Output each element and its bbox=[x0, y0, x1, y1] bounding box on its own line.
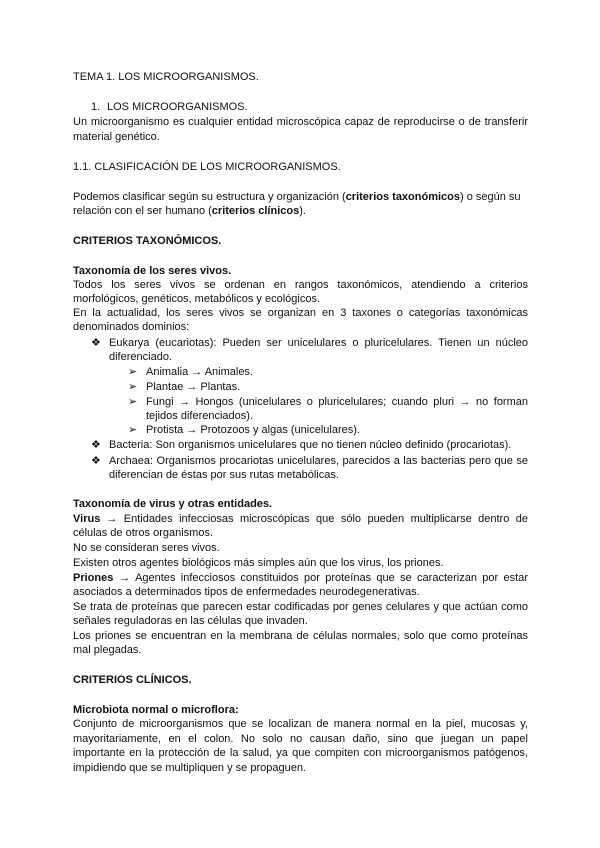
list-item: Plantae → Plantas. bbox=[146, 381, 241, 393]
paragraph-line: Se trata de proteínas que parecen estar codificadas por genes celulares y que actúan como bbox=[73, 601, 528, 613]
paragraph-line: Conjunto de microorganismos que se localizan de manera normal en la piel, mucosas y, bbox=[73, 718, 528, 730]
diamond-bullet-icon: ❖ bbox=[91, 455, 101, 467]
list-item: Fungi → Hongos (unicelulares o pluricelulares; cuando pluri → no forman bbox=[146, 396, 528, 408]
subheading: Taxonomía de virus y otras entidades. bbox=[73, 498, 273, 510]
paragraph-line: Existen otros agentes biológicos más simples aún que los virus, los priones. bbox=[73, 557, 444, 569]
paragraph-line: células de otros organismos. bbox=[73, 527, 214, 539]
paragraph-line: material genético. bbox=[73, 131, 160, 143]
paragraph-line: Todos los seres vivos se ordenan en rangos taxonómicos, atendiendo a criterios bbox=[73, 279, 528, 291]
paragraph-line: relación con el ser humano (criterios clínicos). bbox=[73, 205, 306, 217]
paragraph-line: denominados dominios: bbox=[73, 321, 190, 333]
list-item: tejidos diferenciados). bbox=[146, 410, 254, 422]
paragraph-line: mal plegadas. bbox=[73, 644, 142, 656]
subheading: Microbiota normal o microflora: bbox=[73, 704, 239, 716]
list-item: diferenciado. bbox=[109, 351, 172, 363]
section-heading: LOS MICROORGANISMOS. bbox=[107, 101, 248, 113]
paragraph-line: asociados a determinados tipos de enfermedades neurodegenerativas. bbox=[73, 586, 420, 598]
paragraph-line: impidiendo que se multipliquen y se propaguen. bbox=[73, 762, 306, 774]
arrow-bullet-icon: ➢ bbox=[128, 424, 138, 436]
paragraph-line: En la actualidad, los seres vivos se organizan en 3 taxones o categorías taxonómicas bbox=[73, 307, 528, 319]
list-item: diferencian de éstas por sus rutas metabólicas. bbox=[109, 469, 339, 481]
arrow-bullet-icon: ➢ bbox=[128, 381, 138, 393]
section-heading: CRITERIOS TAXONÓMICOS. bbox=[73, 235, 222, 247]
list-item: Protista → Protozoos y algas (unicelulares). bbox=[146, 424, 360, 436]
list-item: Animalia → Animales. bbox=[146, 366, 253, 378]
list-item: Bacteria: Son organismos unicelulares que no tienen núcleo definido (procariotas). bbox=[109, 439, 512, 451]
subheading: Taxonomía de los seres vivos. bbox=[73, 265, 232, 277]
paragraph-line: Un microorganismo es cualquier entidad microscópica capaz de reproducirse o de transferir bbox=[73, 116, 528, 128]
section-number: 1. bbox=[91, 101, 101, 113]
arrow-bullet-icon: ➢ bbox=[128, 396, 138, 408]
paragraph-line: señales reguladoras en las células que invaden. bbox=[73, 615, 308, 627]
arrow-bullet-icon: ➢ bbox=[128, 366, 138, 378]
paragraph-line: Virus → Entidades infecciosas microscópicas que sólo pueden multiplicarse dentro de bbox=[73, 513, 528, 525]
paragraph-line: mayoritariamente, en el colon. No solo no causan daño, sino que juegan un papel bbox=[73, 733, 528, 745]
paragraph-line: Priones → Agentes infecciosos constituidos por proteínas que se caracterizan por estar bbox=[73, 572, 528, 584]
subsection-heading: 1.1. CLASIFICACIÓN DE LOS MICROORGANISMOS. bbox=[73, 161, 341, 173]
paragraph-line: importante en la protección de la salud, ya que compiten con microorganismos patógenos, bbox=[73, 747, 528, 759]
paragraph-line: Podemos clasificar según su estructura y organización (criterios taxonómicos) o según su bbox=[73, 191, 521, 203]
diamond-bullet-icon: ❖ bbox=[91, 337, 101, 349]
diamond-bullet-icon: ❖ bbox=[91, 439, 101, 451]
list-item: Eukarya (eucariotas): Pueden ser unicelulares o pluricelulares. Tienen un núcleo bbox=[109, 337, 528, 349]
list-item: Archaea: Organismos procariotas unicelulares, parecidos a las bacterias pero que se bbox=[109, 455, 528, 467]
paragraph-line: No se consideran seres vivos. bbox=[73, 542, 220, 554]
document-title: TEMA 1. LOS MICROORGANISMOS. bbox=[73, 71, 259, 83]
section-heading: CRITERIOS CLÍNICOS. bbox=[73, 674, 192, 686]
paragraph-line: morfológicos, genéticos, metabólicos y ecológicos. bbox=[73, 293, 321, 305]
paragraph-line: Los priones se encuentran en la membrana de células normales, solo que como proteínas bbox=[73, 630, 528, 642]
